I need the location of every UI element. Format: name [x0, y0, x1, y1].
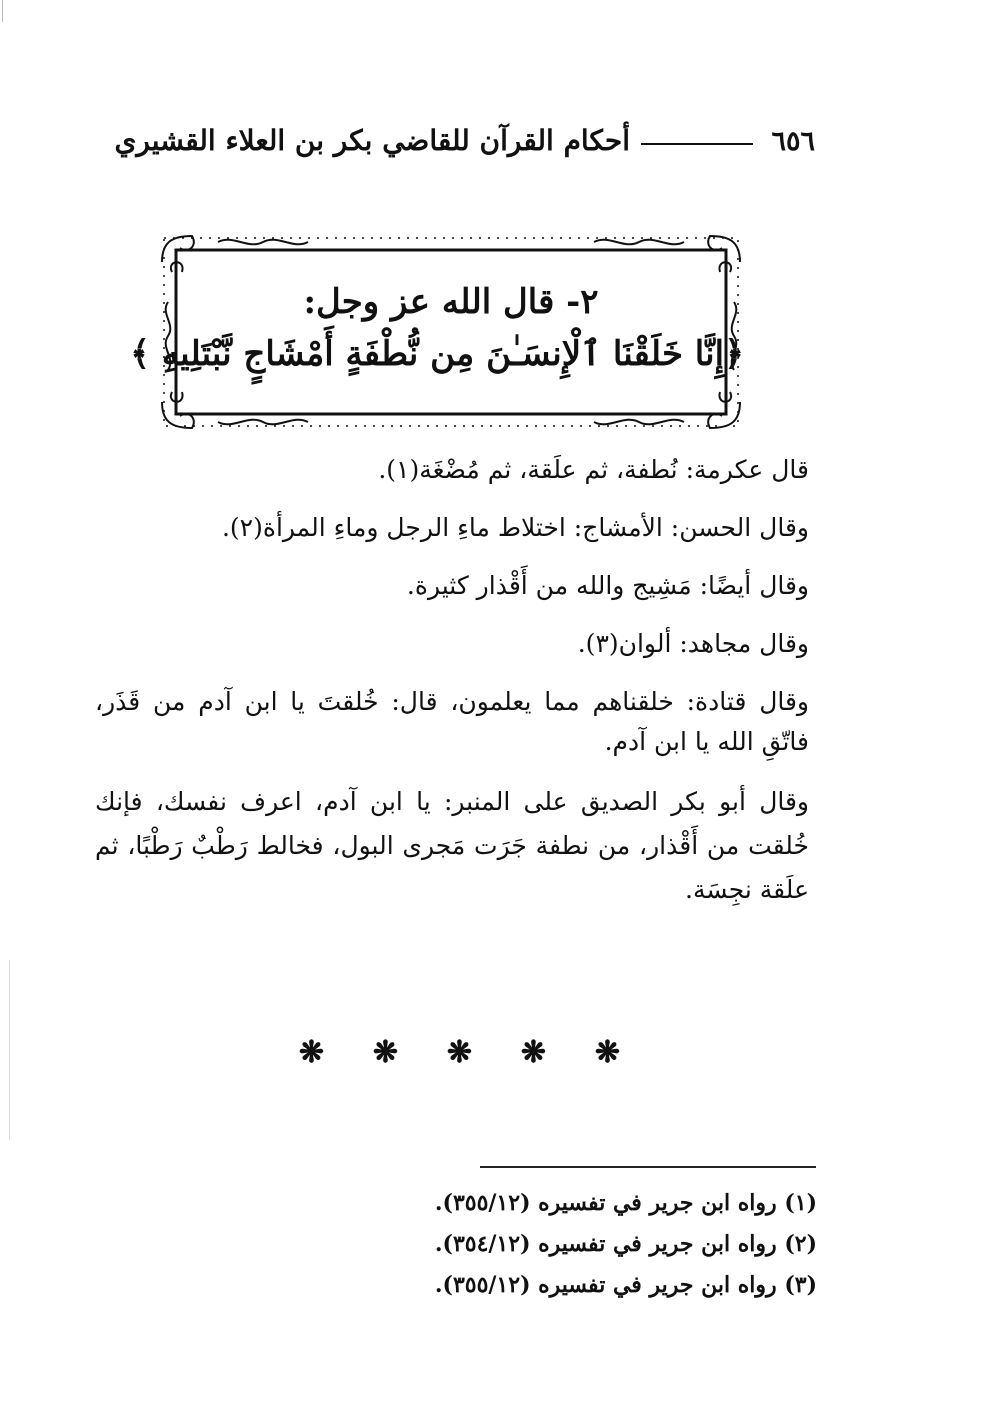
- flower-ornament-icon: ❋: [298, 1035, 324, 1070]
- footnote-separator: [480, 1166, 816, 1168]
- paragraph-hasan: وقال الحسن: الأمشاج: اختلاط ماءِ الرجل وماءِ المرأة(٢).: [221, 513, 809, 542]
- body-text: [95, 450, 809, 930]
- footnote: (١) رواه ابن جرير في تفسيره (٣٥٥/١٢).: [434, 1190, 817, 1216]
- paragraph-hasan-also: وقال أيضًا: مَشِيج والله من أَقْذار كثيرة.: [406, 571, 809, 600]
- flower-ornament-icon: ❋: [446, 1035, 472, 1070]
- page-number: ٦٥٦: [771, 126, 815, 157]
- ornamental-frame: [130, 232, 744, 432]
- scan-edge-mark: [2, 0, 3, 22]
- frame-border-ornament: [130, 232, 744, 432]
- header-rule: [641, 143, 753, 145]
- flower-ornament-icon: ❋: [372, 1035, 398, 1070]
- paragraph-qatada: وقال قتادة: خلقناهم مما يعلمون، قال: خُلقتَ يا ابن آدم من قَذَر، فاتّقِ الله يا ابن آدم.: [95, 687, 809, 756]
- quran-verse: ﴿إِنَّا خَلَقْنَا ٱلْإِنسَـٰنَ مِن نُّطْفَةٍ أَمْشَاجٍ نَّبْتَلِيهِ ﴾: [130, 334, 744, 374]
- paragraph-mujahid: وقال مجاهد: ألوان(٣).: [577, 629, 809, 658]
- footnote: (٢) رواه ابن جرير في تفسيره (٣٥٤/١٢).: [434, 1231, 817, 1257]
- scan-edge-mark: [9, 960, 10, 1140]
- running-header: [95, 122, 815, 172]
- footnote: (٣) رواه ابن جرير في تفسيره (٣٥٥/١٢).: [434, 1272, 817, 1298]
- section-heading: ٢- قال الله عز وجل:: [303, 282, 599, 322]
- section-divider: [290, 1036, 620, 1076]
- footnotes: [397, 1183, 817, 1306]
- paragraph-ikrima: قال عكرمة: نُطفة، ثم علَقة، ثم مُضْغَة(١).: [378, 455, 809, 484]
- running-title: أحكام القرآن للقاضي بكر بن العلاء القشيري: [114, 124, 630, 157]
- flower-ornament-icon: ❋: [520, 1035, 546, 1070]
- paragraph-abu-bakr: وقال أبو بكر الصديق على المنبر: يا ابن آدم، اعرف نفسك، فإنك خُلقت من أَقْذار، من نطفة جَرَت مَجرى البول، فخالط رَطْبٌ رَطْبًا، ثم علَقة نجِسَة.: [95, 787, 810, 904]
- flower-ornament-icon: ❋: [594, 1035, 620, 1070]
